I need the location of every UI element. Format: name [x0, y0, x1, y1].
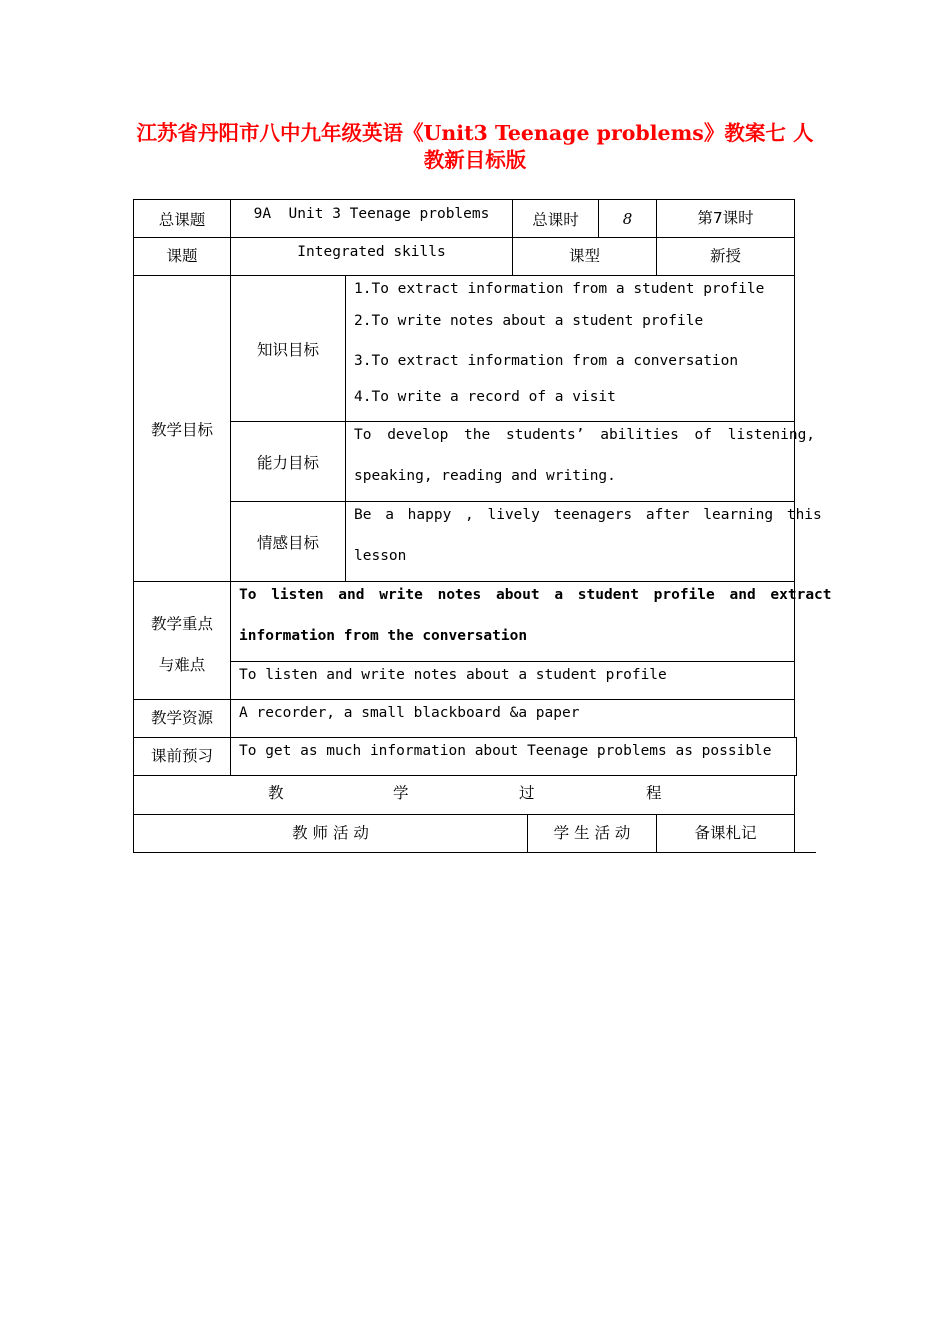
teacher-activity-header-cell — [133, 814, 528, 853]
course-topic-label-cell — [133, 199, 231, 238]
lesson-type-label: 课型 — [568, 247, 600, 265]
process-char-1: 教 — [268, 784, 284, 802]
key-point-line-2: information from the conversation — [239, 628, 528, 644]
document-title — [120, 120, 830, 174]
knowledge-goal-3: 3.To extract information from a conversation — [354, 353, 739, 369]
objectives-label-cell — [133, 275, 231, 582]
lesson-notes-header: 备课札记 — [694, 824, 757, 842]
resources-label-cell — [133, 699, 231, 738]
lesson-type-value: 新授 — [709, 247, 741, 265]
preview-label: 课前预习 — [150, 747, 213, 765]
emotion-label: 情感目标 — [256, 533, 319, 552]
lesson-type-value-cell — [656, 237, 795, 276]
course-topic-value-cell — [230, 199, 513, 238]
title-line-2: 教新目标版 — [423, 148, 527, 172]
knowledge-label-cell — [230, 275, 346, 422]
ability-goal-line-2: speaking, reading and writing. — [354, 468, 616, 484]
ability-label-cell — [230, 421, 346, 502]
process-char-2: 学 — [393, 784, 409, 802]
knowledge-goals-cell — [345, 275, 795, 422]
lesson-topic-value: Integrated skills — [297, 244, 446, 260]
knowledge-goal-1: 1.To extract information from a student profile — [354, 281, 765, 297]
key-points-label-line-2: 与难点 — [158, 656, 206, 674]
course-topic-label: 总课题 — [158, 210, 206, 229]
ability-goal-line-1: To develop the students’ abilities of listening, — [354, 427, 816, 443]
difficult-point: To listen and write notes about a student profile — [239, 667, 667, 683]
difficult-point-cell — [230, 661, 795, 700]
emotion-goal-cell — [345, 501, 822, 582]
ability-goal-cell — [345, 421, 816, 502]
key-points-label-line-1: 教学重点 — [150, 615, 213, 633]
student-activity-header-cell — [527, 814, 657, 853]
resources-value: A recorder, a small blackboard &a paper — [239, 705, 580, 721]
student-activity-header: 学 生 活 动 — [553, 824, 631, 842]
total-periods-label: 总课时 — [532, 210, 579, 229]
resources-value-cell — [230, 699, 795, 738]
table-edge-line — [794, 852, 816, 853]
title-line-1: 江苏省丹阳市八中九年级英语《Unit3 Teenage problems》教案七 人 — [136, 121, 814, 145]
lesson-topic-label: 课题 — [166, 247, 198, 265]
teacher-activity-header: 教 师 活 动 — [292, 824, 369, 842]
period-number: 第7课时 — [697, 209, 754, 227]
total-periods-value-cell — [598, 199, 657, 238]
total-periods-label-cell — [512, 199, 599, 238]
preview-label-cell — [133, 737, 231, 776]
process-header-cell — [133, 775, 795, 815]
period-number-cell — [656, 199, 795, 238]
key-point-cell — [230, 581, 832, 662]
process-char-3: 过 — [519, 784, 535, 802]
emotion-goal-line-1: Be a happy , lively teenagers after learning this — [354, 507, 822, 523]
knowledge-goal-2: 2.To write notes about a student profile — [354, 313, 704, 329]
key-points-label-cell — [133, 581, 231, 700]
knowledge-goal-4: 4.To write a record of a visit — [354, 389, 616, 405]
ability-label: 能力目标 — [256, 453, 319, 472]
preview-value-cell — [230, 737, 797, 776]
knowledge-label: 知识目标 — [256, 340, 319, 359]
lesson-topic-label-cell — [133, 237, 231, 276]
course-topic-value: 9A Unit 3 Teenage problems — [253, 206, 490, 222]
objectives-label: 教学目标 — [150, 420, 213, 439]
emotion-goal-line-2: lesson — [354, 548, 407, 564]
process-char-4: 程 — [646, 784, 662, 802]
emotion-label-cell — [230, 501, 346, 582]
lesson-type-label-cell — [512, 237, 657, 276]
lesson-notes-header-cell — [656, 814, 795, 853]
lesson-topic-value-cell — [230, 237, 513, 276]
key-point-line-1: To listen and write notes about a student profile and extract — [239, 587, 832, 603]
total-periods-value: 8 — [622, 209, 633, 228]
resources-label: 教学资源 — [150, 709, 213, 727]
preview-value: To get as much information about Teenage problems as possible — [239, 743, 772, 759]
